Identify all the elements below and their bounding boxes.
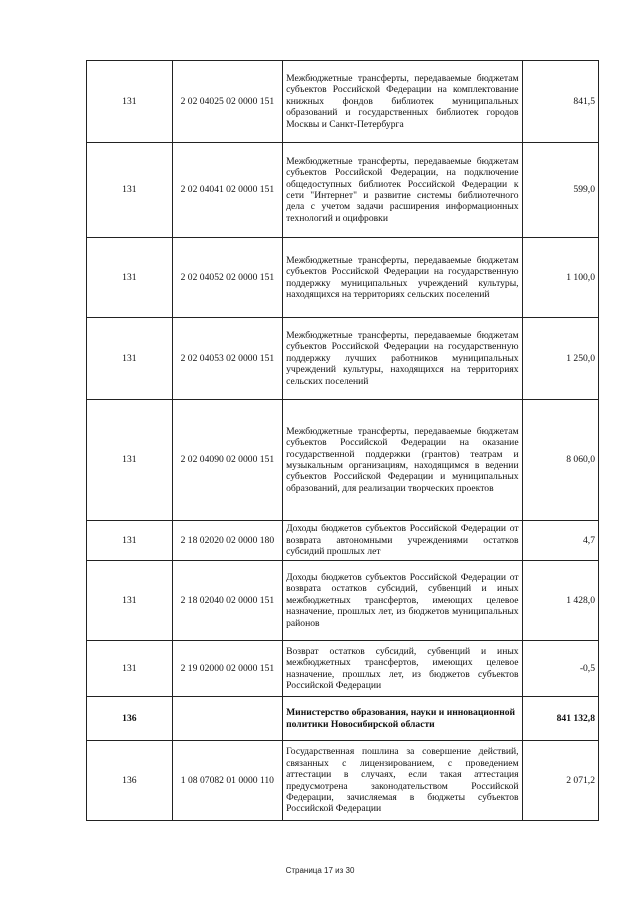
revenue-name-cell: Межбюджетные трансферты, передаваемые бюджетам субъектов Российской Федерации, на подключение общедоступных библиотек Российской Федерации к сети "Интернет" и развитие системы библиотечного дела с учетом задачи расширения информационных технологий и оцифровки (283, 143, 522, 238)
revenue-name-cell: Государственная пошлина за совершение действий, связанных с лицензированием, с проведением аттестации в случаях, если такая аттестация предусмотрена законодательством Российской Федерации, зачисляемая в бюджеты субъектов Российской Федерации (283, 741, 522, 821)
revenue-name-cell: Доходы бюджетов субъектов Российской Федерации от возврата остатков субсидий, субвенций и иных межбюджетных трансфертов, имеющих целевое назначение, прошлых лет, из бюджетов муниципальных районов (283, 561, 522, 641)
revenue-table (86, 60, 599, 821)
revenue-name-cell: Возврат остатков субсидий, субвенций и иных межбюджетных трансфертов, имеющих целевое назначение, прошлых лет, из бюджетов субъектов Российской Федерации (283, 641, 522, 697)
admin-code-cell: 131 (87, 641, 173, 697)
amount-cell: 1 100,0 (522, 238, 598, 318)
table-row (87, 741, 599, 821)
admin-code-cell: 131 (87, 561, 173, 641)
revenue-code-cell: 1 08 07082 01 0000 110 (172, 741, 282, 821)
amount-cell: 8 060,0 (522, 400, 598, 521)
admin-code-cell: 131 (87, 238, 173, 318)
ministry-name-cell: Министерство образования, науки и инновационной политики Новосибирской области (283, 697, 522, 741)
amount-cell: 599,0 (522, 143, 598, 238)
admin-code-cell: 131 (87, 521, 173, 561)
revenue-code-cell: 2 02 04090 02 0000 151 (172, 400, 282, 521)
table-row (87, 238, 599, 318)
revenue-name-cell: Межбюджетные трансферты, передаваемые бюджетам субъектов Российской Федерации на государственную поддержку муниципальных учреждений культуры, находящихся на территориях сельских поселений (283, 238, 522, 318)
ministry-total-cell: 841 132,8 (522, 697, 598, 741)
admin-code-cell: 131 (87, 61, 173, 143)
table-row (87, 61, 599, 143)
admin-code-cell: 131 (87, 143, 173, 238)
amount-cell: 1 250,0 (522, 318, 598, 400)
table-row (87, 561, 599, 641)
amount-cell: 841,5 (522, 61, 598, 143)
revenue-code-cell: 2 02 04041 02 0000 151 (172, 143, 282, 238)
amount-cell: 4,7 (522, 521, 598, 561)
amount-cell: 2 071,2 (522, 741, 598, 821)
ministry-header-row (87, 697, 599, 741)
revenue-name-cell: Межбюджетные трансферты, передаваемые бюджетам субъектов Российской Федерации на оказание государственной поддержки (грантов) театрам и музыкальным организациям, находящимся в ведении субъектов Российской Федерации и муниципальных образований, для реализации творческих проектов (283, 400, 522, 521)
revenue-code-cell: 2 02 04052 02 0000 151 (172, 238, 282, 318)
revenue-code-cell: 2 19 02000 02 0000 151 (172, 641, 282, 697)
table-row (87, 318, 599, 400)
table-row (87, 400, 599, 521)
revenue-code-cell (172, 697, 282, 741)
admin-code-cell: 136 (87, 741, 173, 821)
page-number: Страница 17 из 30 (285, 866, 355, 875)
revenue-code-cell: 2 02 04025 02 0000 151 (172, 61, 282, 143)
amount-cell: -0,5 (522, 641, 598, 697)
revenue-name-cell: Межбюджетные трансферты, передаваемые бюджетам субъектов Российской Федерации на комплектование книжных фондов библиотек муниципальных образований и государственных библиотек городов Москвы и Санкт-Петербурга (283, 61, 522, 143)
admin-code-cell: 131 (87, 400, 173, 521)
table-row (87, 521, 599, 561)
revenue-name-cell: Межбюджетные трансферты, передаваемые бюджетам субъектов Российской Федерации на государственную поддержку лучших работников муниципальных учреждений культуры, находящихся на территориях сельских поселений (283, 318, 522, 400)
amount-cell: 1 428,0 (522, 561, 598, 641)
revenue-code-cell: 2 18 02020 02 0000 180 (172, 521, 282, 561)
revenue-code-cell: 2 18 02040 02 0000 151 (172, 561, 282, 641)
admin-code-cell: 131 (87, 318, 173, 400)
table-row (87, 641, 599, 697)
admin-code-cell: 136 (87, 697, 173, 741)
revenue-code-cell: 2 02 04053 02 0000 151 (172, 318, 282, 400)
revenue-name-cell: Доходы бюджетов субъектов Российской Федерации от возврата автономными учреждениями остатков субсидий прошлых лет (283, 521, 522, 561)
table-row (87, 143, 599, 238)
